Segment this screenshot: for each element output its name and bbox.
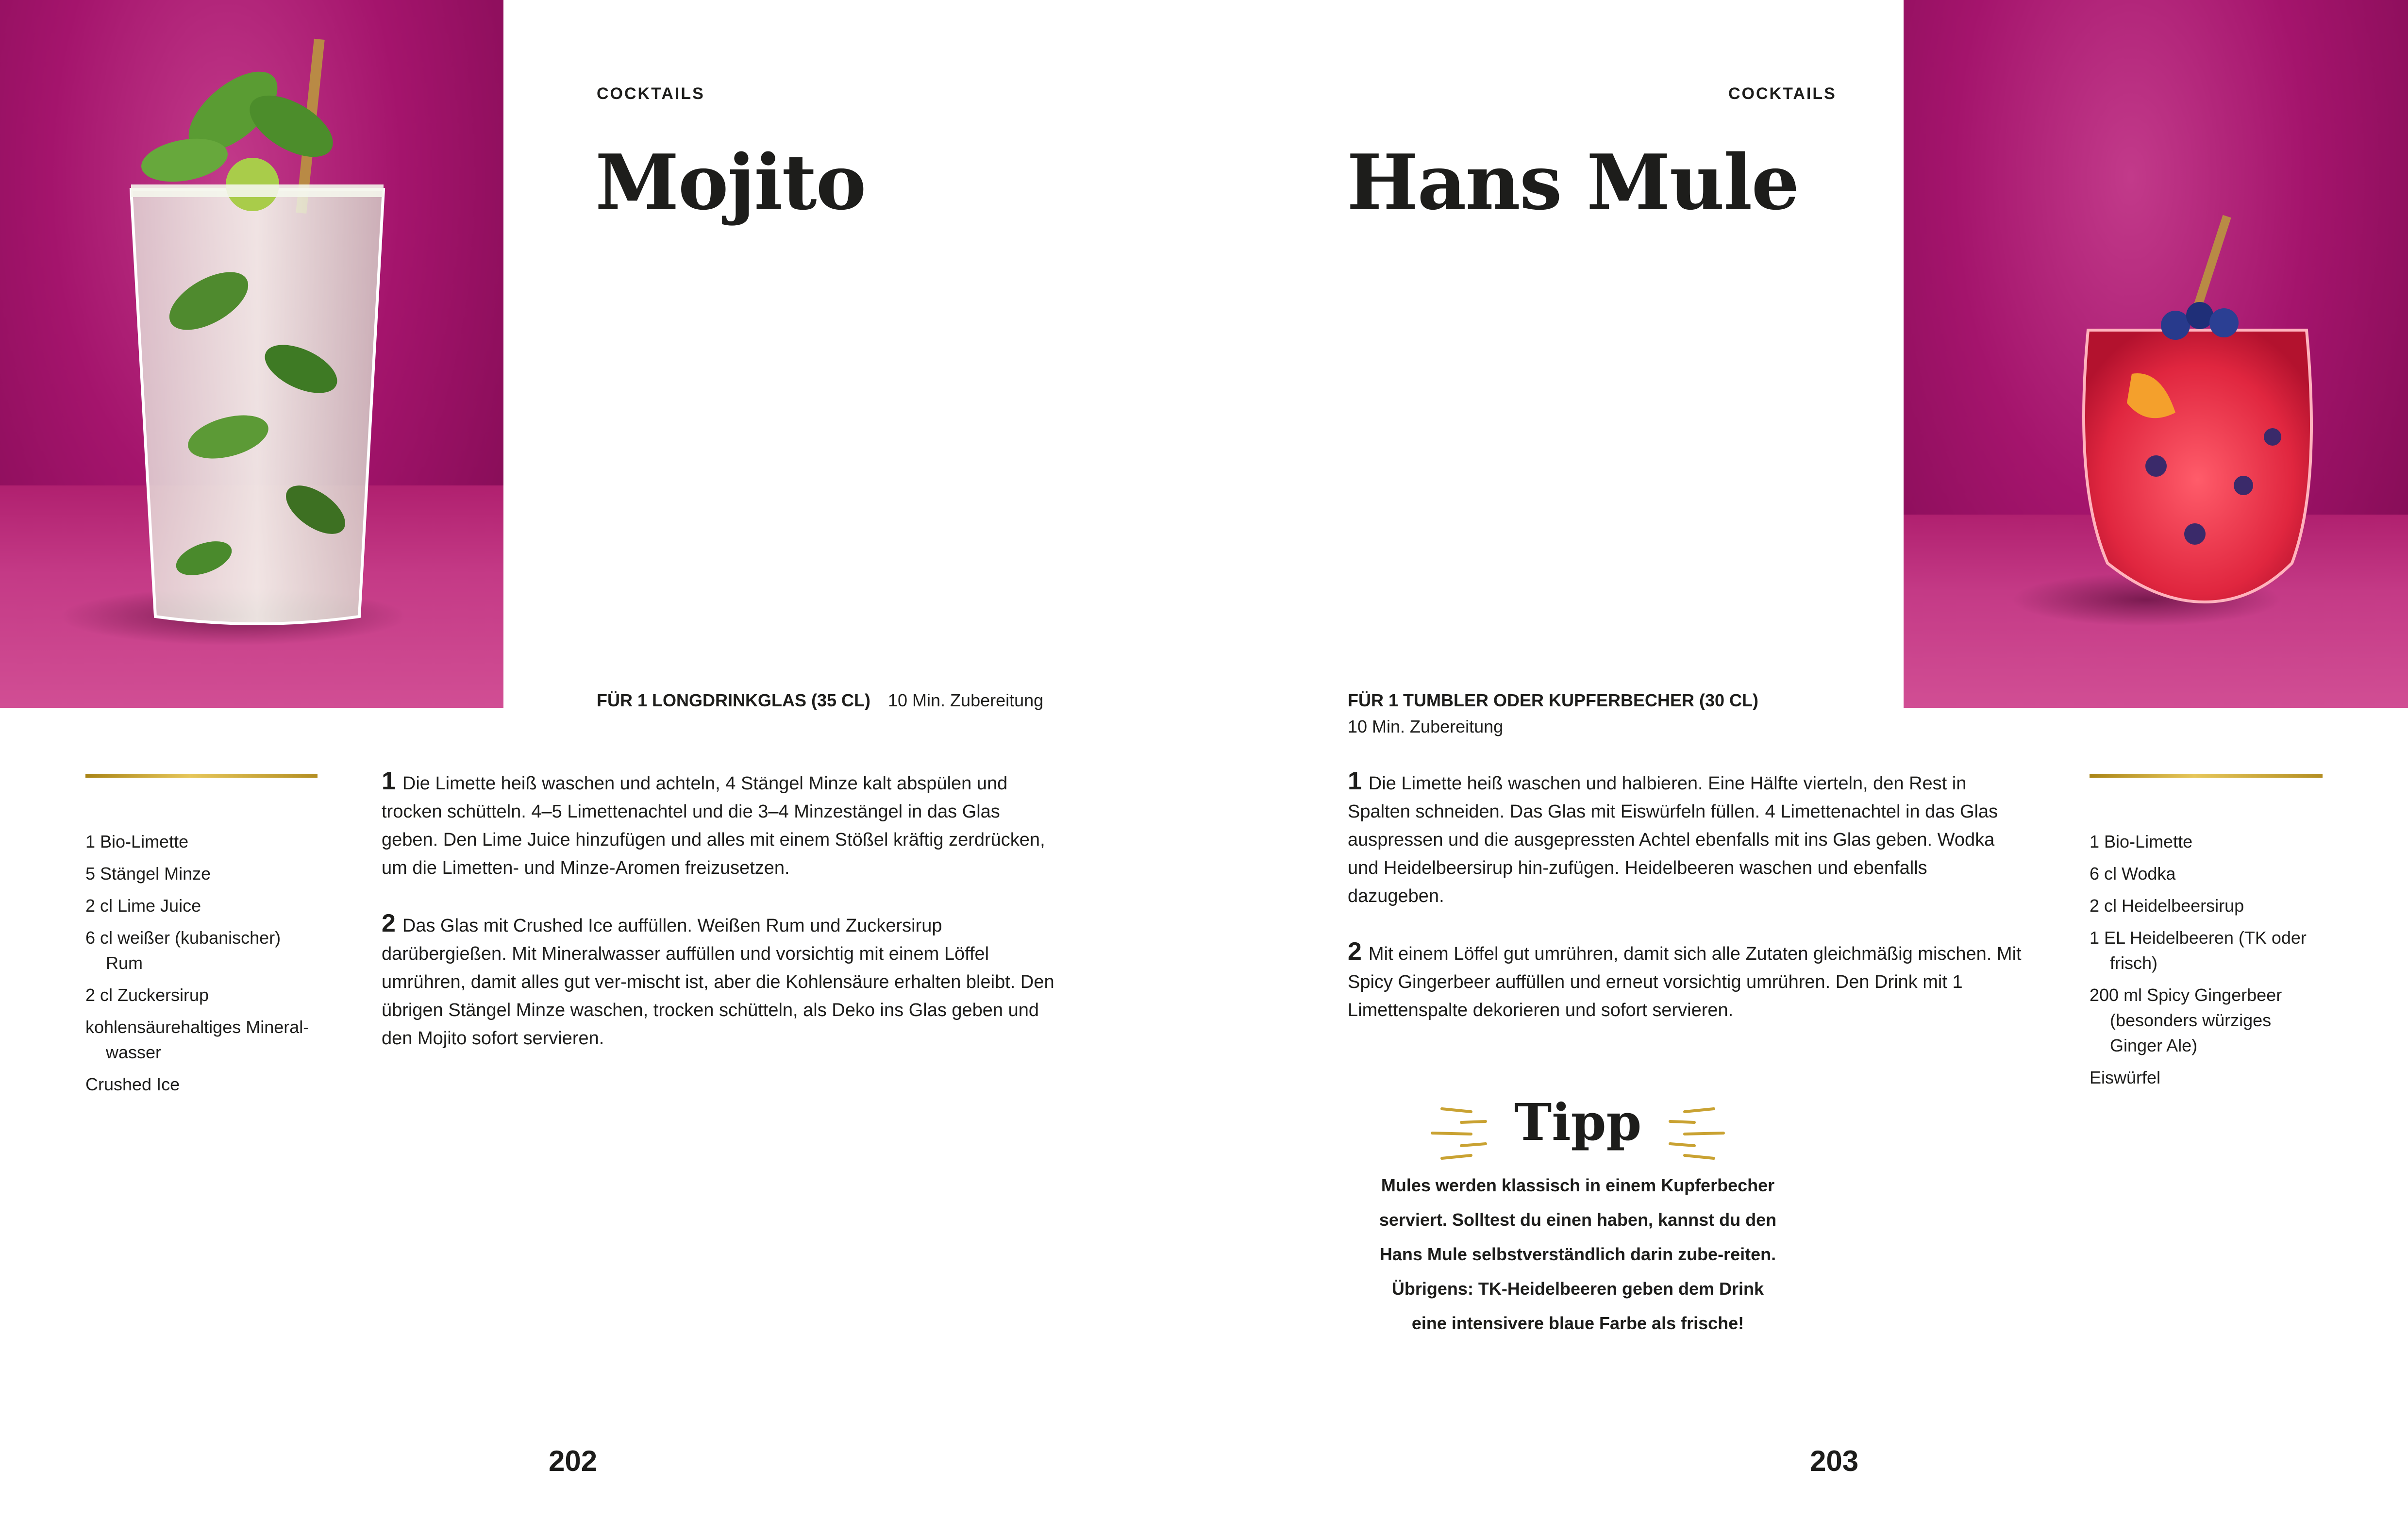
step-number: 1	[382, 767, 396, 795]
step-text: Die Limette heiß waschen und halbieren. Eine Hälfte vierteln, den Rest in Spalten schneiden. Das Glas mit Eiswürfeln füllen. 4 Limettenachtel in das Glas auspressen und die ausgepressten Achtel ebenfalls mit ins Glas geben. Wodka und Heidelbeersirup hin-zufügen. Heidelbeeren waschen und ebenfalls dazugeben.	[1348, 773, 1998, 906]
gold-divider	[2090, 774, 2323, 778]
step-2	[1348, 937, 2027, 1024]
instructions	[382, 767, 1061, 1080]
serving-size: FÜR 1 TUMBLER ODER KUPFERBECHER (30 CL)	[1348, 690, 1759, 710]
tip-header	[1379, 1092, 1777, 1170]
ingredient-item: 2 cl Heidelbeersirup	[2090, 896, 2244, 916]
step-1	[382, 767, 1061, 882]
ingredient-item: kohlensäurehaltiges Mineral-wasser	[85, 1017, 309, 1062]
ingredient-item: 200 ml Spicy Gingerbeer (besonders würziges Ginger Ale)	[2090, 985, 2282, 1055]
mojito-photo	[0, 0, 503, 708]
section-label: COCKTAILS	[597, 84, 705, 103]
step-text: Mit einem Löffel gut umrühren, damit sich alle Zutaten gleichmäßig mischen. Mit Spicy Gingerbeer auffüllen und erneut vorsichtig umrühren. Den Drink mit 1 Limettenspalte dekorieren und sofort servieren.	[1348, 944, 2022, 1020]
step-2	[382, 909, 1061, 1052]
ingredient-list	[85, 829, 318, 1104]
ingredient-item: 6 cl weißer (kubanischer) Rum	[85, 928, 281, 973]
ingredient-item: 1 Bio-Limette	[2090, 832, 2193, 851]
ingredient-item: Eiswürfel	[2090, 1068, 2161, 1087]
page-number: 203	[1810, 1445, 1859, 1477]
instructions	[1348, 767, 2027, 1052]
tip-text: Mules werden klassisch in einem Kupferbecher serviert. Solltest du einen haben, kannst du den Hans Mule selbstverständlich darin zube-reiten. Übrigens: TK-Heidelbeeren geben dem Drink eine intensivere blaue Farbe als frische!	[1379, 1175, 1777, 1333]
ingredient-item: 6 cl Wodka	[2090, 864, 2176, 884]
tip-title: Tipp	[1514, 1092, 1642, 1152]
recipe-meta	[597, 690, 1044, 711]
sparkle-right-icon	[1660, 1102, 1728, 1165]
hans-mule-photo	[1904, 0, 2408, 708]
section-label: COCKTAILS	[1728, 84, 1837, 103]
recipe-title: Mojito	[595, 138, 866, 227]
gold-divider	[85, 774, 318, 778]
hans-mule-glass-illustration	[1904, 0, 2408, 708]
ingredient-item: 2 cl Zuckersirup	[85, 985, 209, 1005]
step-number: 1	[1348, 767, 1362, 795]
tip-box	[1379, 1092, 1777, 1340]
page-number: 202	[549, 1445, 598, 1477]
step-number: 2	[1348, 937, 1362, 966]
ingredient-list	[2090, 829, 2323, 1097]
recipe-title: Hans Mule	[1347, 138, 1799, 227]
serving-size: FÜR 1 LONGDRINKGLAS (35 CL)	[597, 690, 871, 710]
ingredient-item: 1 Bio-Limette	[85, 832, 189, 851]
step-text: Das Glas mit Crushed Ice auffüllen. Weißen Rum und Zuckersirup darübergießen. Mit Mineralwasser auffüllen und vorsichtig mit einem Löffel umrühren, damit alles gut ver-mischt ist, aber die Kohlensäure erhalten bleibt. Den übrigen Stängel Minze waschen, trocken schütteln, als Deko ins Glas geben und den Mojito sofort servieren.	[382, 916, 1054, 1049]
mojito-glass-illustration	[0, 0, 503, 708]
ingredient-item: 5 Stängel Minze	[85, 864, 211, 884]
recipe-meta	[1348, 690, 1930, 737]
prep-time: 10 Min. Zubereitung	[1348, 717, 1504, 736]
step-number: 2	[382, 909, 396, 937]
prep-time: 10 Min. Zubereitung	[888, 690, 1044, 710]
ingredient-item: 2 cl Lime Juice	[85, 896, 201, 916]
ingredient-item: Crushed Ice	[85, 1074, 180, 1094]
ingredient-item: 1 EL Heidelbeeren (TK oder frisch)	[2090, 928, 2307, 973]
step-text: Die Limette heiß waschen und achteln, 4 Stängel Minze kalt abspülen und trocken schütteln. 4–5 Limettenachtel und die 3–4 Minzestängel in das Glas geben. Den Lime Juice hinzufügen und alles mit einem Stößel kräftig zerdrücken, um die Limetten- und Minze-Aromen freizusetzen.	[382, 773, 1045, 878]
step-1	[1348, 767, 2027, 910]
